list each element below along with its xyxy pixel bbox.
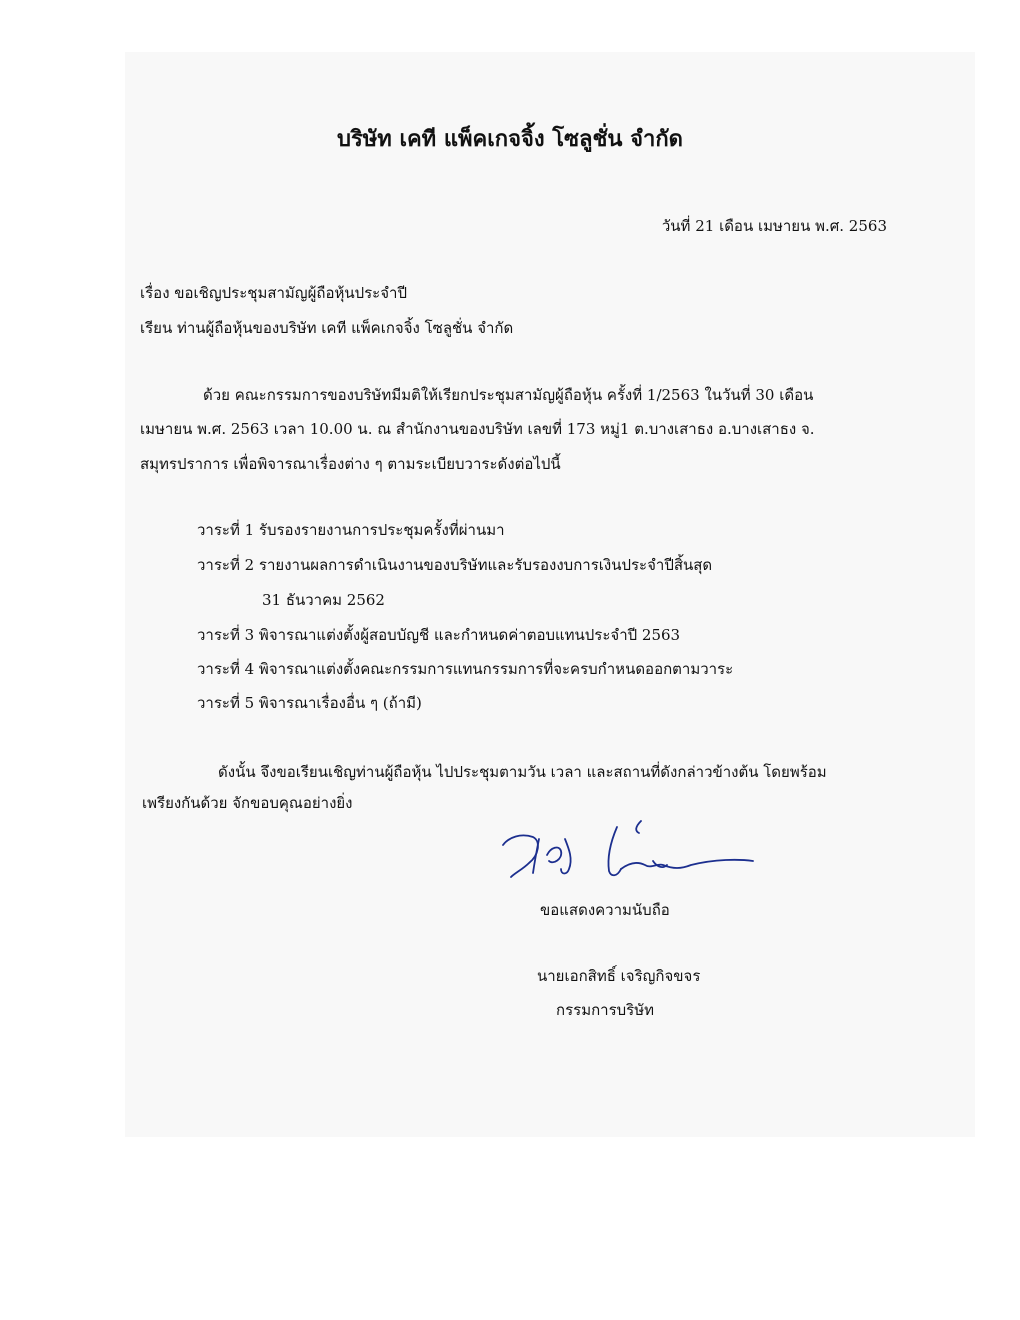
agenda-item-4: วาระที่ 4 พิจารณาแต่งตั้งคณะกรรมการแทนกรรมการที่จะครบกำหนดออกตามวาระ	[197, 660, 734, 678]
body-line: สมุทรปราการ เพื่อพิจารณาเรื่องต่าง ๆ ตามระเบียบวาระดังต่อไปนี้	[140, 455, 561, 473]
closing-line: เพรียงกันด้วย จักขอบคุณอย่างยิ่ง	[142, 794, 353, 812]
body-line: ด้วย คณะกรรมการของบริษัทมีมติให้เรียกประชุมสามัญผู้ถือหุ้น ครั้งที่ 1/2563 ในวันที่ 30 เดือน	[203, 386, 814, 404]
letter-date: วันที่ 21 เดือน เมษายน พ.ศ. 2563	[661, 217, 887, 235]
agenda-item-3: วาระที่ 3 พิจารณาแต่งตั้งผู้สอบบัญชี และกำหนดค่าตอบแทนประจำปี 2563	[197, 626, 681, 644]
regards: ขอแสดงความนับถือ	[540, 901, 670, 919]
agenda-item-2-continued: 31 ธันวาคม 2562	[262, 591, 385, 609]
agenda-item-5: วาระที่ 5 พิจารณาเรื่องอื่น ๆ (ถ้ามี)	[197, 694, 422, 712]
company-title: บริษัท เคที แพ็คเกจจิ้ง โซลูชั่น จำกัด	[337, 126, 683, 152]
body-line: เมษายน พ.ศ. 2563 เวลา 10.00 น. ณ สำนักงานของบริษัท เลขที่ 173 หมู่1 ต.บางเสาธง อ.บางเสาธง จ.	[140, 420, 815, 438]
signer-position: กรรมการบริษัท	[556, 1001, 654, 1019]
agenda-item-2: วาระที่ 2 รายงานผลการดำเนินงานของบริษัทและรับรองงบการเงินประจำปีสิ้นสุด	[197, 556, 713, 574]
closing-line: ดังนั้น จึงขอเรียนเชิญท่านผู้ถือหุ้น ไปประชุมตามวัน เวลา และสถานที่ดังกล่าวข้างต้น โดยพร้อม	[218, 763, 827, 781]
letter-recipient: เรียน ท่านผู้ถือหุ้นของบริษัท เคที แพ็คเกจจิ้ง โซลูชั่น จำกัด	[140, 319, 514, 337]
agenda-item-1: วาระที่ 1 รับรองรายงานการประชุมครั้งที่ผ่านมา	[197, 521, 505, 539]
letter-subject: เรื่อง ขอเชิญประชุมสามัญผู้ถือหุ้นประจำปี	[140, 284, 407, 302]
handwritten-signature	[495, 815, 765, 895]
signer-name: นายเอกสิทธิ์ เจริญกิจขจร	[537, 967, 701, 985]
